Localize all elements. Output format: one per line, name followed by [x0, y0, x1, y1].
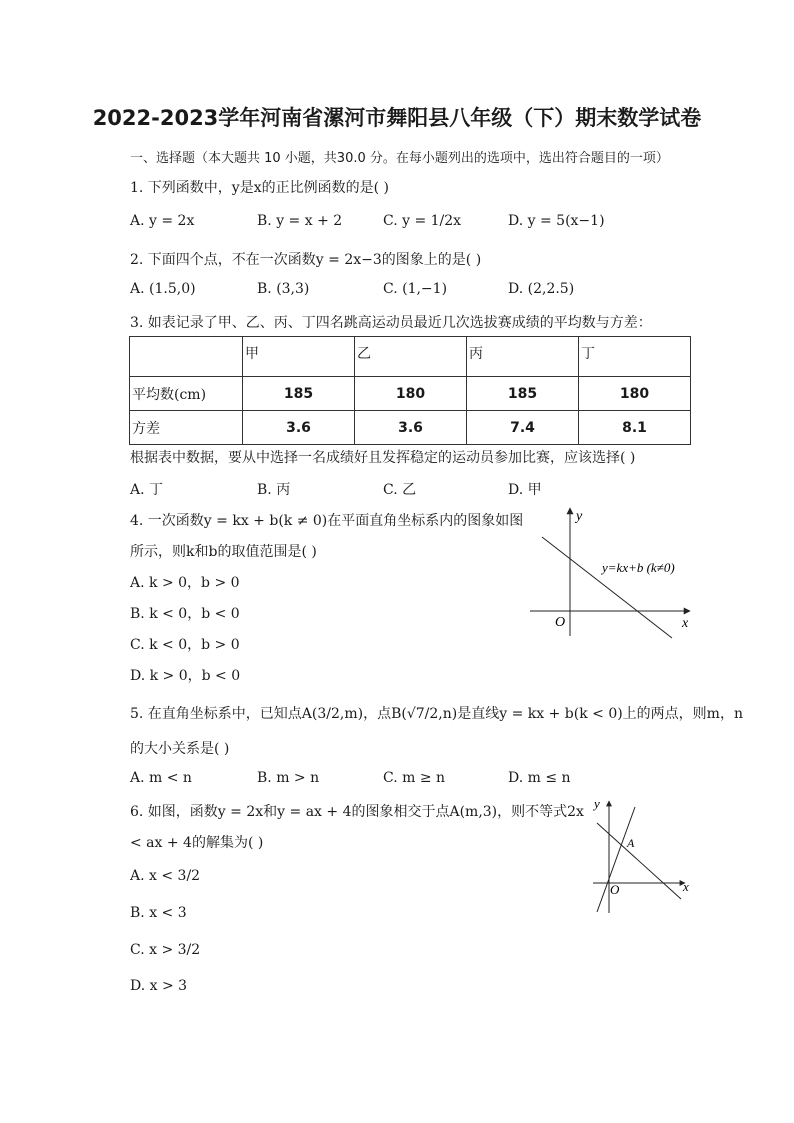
y-axis-label: y — [576, 509, 583, 524]
question-1-option-b[interactable]: B. y = x + 2 — [257, 213, 343, 229]
question-3-option-a[interactable]: A. 丁 — [130, 482, 164, 498]
question-3-option-d[interactable]: D. 甲 — [508, 482, 542, 498]
question-6-option-b[interactable]: B. x < 3 — [130, 905, 187, 921]
table-cell: 3.6 — [243, 411, 355, 445]
question-1-option-a[interactable]: A. y = 2x — [130, 213, 195, 229]
x-axis-label: x — [683, 879, 689, 894]
point-a-label: A — [627, 836, 635, 850]
section-header: 一、选择题（本大题共 10 小题，共30.0 分。在每小题列出的选项中，选出符合题目的一项） — [130, 151, 669, 166]
question-2-option-a[interactable]: A. (1.5,0) — [130, 281, 196, 297]
table-cell: 180 — [355, 377, 467, 411]
question-4-figure — [520, 502, 700, 642]
exam-title: 2022-2023学年河南省漯河市舞阳县八年级（下）期末数学试卷 — [92, 106, 702, 130]
question-6-option-c[interactable]: C. x > 3/2 — [130, 942, 201, 958]
question-5-stem: 5. 在直角坐标系中，已知点A(3/2,m)，点B(√7/2,n)是直线y = kx + b(k < 0)上的两点，则m，n — [130, 706, 743, 722]
table-row — [130, 377, 691, 411]
question-2-stem: 2. 下面四个点，不在一次函数y = 2x−3的图象上的是( ) — [130, 252, 482, 268]
question-6-option-a[interactable]: A. x < 3/2 — [130, 868, 201, 884]
question-4-option-c[interactable]: C. k < 0，b > 0 — [130, 637, 240, 653]
question-6-stem-cont: < ax + 4的解集为( ) — [130, 835, 264, 851]
table-header-cell: 丁 — [579, 337, 691, 377]
origin-label: O — [555, 615, 566, 630]
line-label: y=kx+b (k≠0) — [602, 560, 675, 575]
question-2-option-b[interactable]: B. (3,3) — [257, 281, 310, 297]
question-5-stem-cont: 的大小关系是( ) — [130, 741, 230, 757]
table-header-cell: 乙 — [355, 337, 467, 377]
question-5-option-b[interactable]: B. m > n — [257, 770, 320, 786]
table-cell: 185 — [243, 377, 355, 411]
question-5-option-a[interactable]: A. m < n — [130, 770, 192, 786]
x-axis-label: x — [682, 616, 689, 631]
question-1-option-c[interactable]: C. y = 1/2x — [383, 213, 462, 229]
question-1-option-d[interactable]: D. y = 5(x−1) — [508, 213, 605, 229]
y-axis-label: y — [594, 796, 600, 811]
table-row-label: 平均数(cm) — [130, 377, 243, 411]
table-header-cell: 甲 — [243, 337, 355, 377]
question-6-stem: 6. 如图，函数y = 2x和y = ax + 4的图象相交于点A(m,3)，则不等式2x — [130, 804, 584, 820]
question-4-stem-cont: 所示，则k和b的取值范围是( ) — [130, 544, 317, 560]
table-cell: 3.6 — [355, 411, 467, 445]
question-3-option-b[interactable]: B. 丙 — [257, 482, 291, 498]
table-cell: 185 — [467, 377, 579, 411]
question-5-option-c[interactable]: C. m ≥ n — [383, 770, 446, 786]
score-table — [129, 336, 691, 445]
question-6-figure — [585, 795, 695, 920]
question-4-option-d[interactable]: D. k > 0，b < 0 — [130, 668, 241, 684]
table-cell: 8.1 — [579, 411, 691, 445]
table-header-cell: 丙 — [467, 337, 579, 377]
question-4-option-a[interactable]: A. k > 0，b > 0 — [130, 575, 240, 591]
question-3-stem: 3. 如表记录了甲、乙、丙、丁四名跳高运动员最近几次选拔赛成绩的平均数与方差： — [130, 315, 652, 331]
table-row-label: 方差 — [130, 411, 243, 445]
question-3-prompt: 根据表中数据，要从中选择一名成绩好且发挥稳定的运动员参加比赛，应该选择( ) — [130, 450, 636, 466]
table-cell: 180 — [579, 377, 691, 411]
question-1-stem: 1. 下列函数中，y是x的正比例函数的是( ) — [130, 180, 389, 196]
table-row — [130, 411, 691, 445]
question-2-option-c[interactable]: C. (1,−1) — [383, 281, 448, 297]
origin-label: O — [610, 882, 620, 897]
table-cell: 7.4 — [467, 411, 579, 445]
table-header-row — [130, 337, 691, 377]
question-4-stem: 4. 一次函数y = kx + b(k ≠ 0)在平面直角坐标系内的图象如图 — [130, 513, 524, 529]
question-4-option-b[interactable]: B. k < 0，b < 0 — [130, 606, 240, 622]
question-3-option-c[interactable]: C. 乙 — [383, 482, 417, 498]
question-5-option-d[interactable]: D. m ≤ n — [508, 770, 571, 786]
question-6-option-d[interactable]: D. x > 3 — [130, 978, 188, 994]
table-header-cell — [130, 337, 243, 377]
question-2-option-d[interactable]: D. (2,2.5) — [508, 281, 575, 297]
